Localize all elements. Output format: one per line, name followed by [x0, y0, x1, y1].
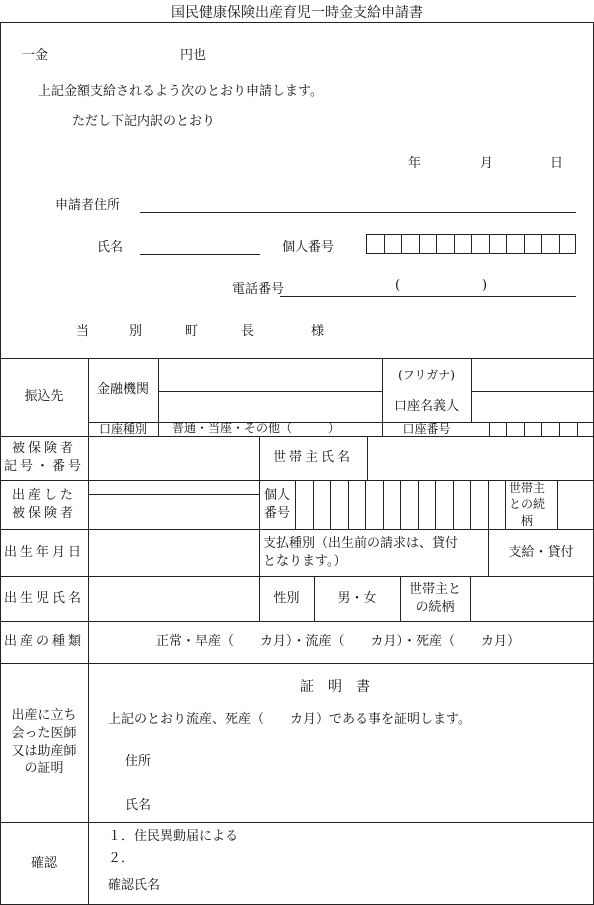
relationship-head-label: 世帯主と の続柄 [408, 581, 461, 615]
institution-field[interactable] [160, 360, 380, 390]
account-number-box-divider [489, 422, 490, 436]
birthdate-row-divider-1 [259, 529, 260, 576]
payment-type-options[interactable]: 支給・貸付 [508, 544, 574, 560]
insured-symbol-field[interactable] [90, 438, 258, 478]
certificate-statement: 上記のとおり流産、死産（ カ月）である事を証明します。 [108, 712, 471, 727]
certificate-name-field[interactable] [160, 792, 580, 812]
household-head-name-label: 世帯主氏名 [272, 450, 353, 466]
birthing-relationship-field[interactable] [559, 482, 593, 528]
relationship-head-field[interactable] [472, 578, 593, 619]
form-title: 国民健康保険出産育児一時金支給申請書 [171, 5, 423, 21]
certificate-side-label: 出産に立ち 会った医師 又は助産師 の証明 [11, 708, 77, 777]
confirmer-name-label: 確認氏名 [108, 878, 161, 893]
holder-furigana-field[interactable] [473, 360, 593, 390]
amount-prefix: 一金 [22, 48, 49, 63]
holder-label: 口座名義人 [393, 399, 459, 415]
personal-number-box-divider [489, 234, 490, 254]
addressee-2: 別 [129, 324, 143, 339]
birth-date-label: 出生年月日 [3, 544, 84, 560]
phone-label: 電話番号 [232, 282, 285, 297]
childname-row-divider-4 [470, 576, 471, 621]
account-number-box-divider [559, 422, 560, 436]
applicant-address-field[interactable] [140, 212, 576, 213]
birthing-insured-field[interactable] [90, 496, 258, 528]
insured-symbol-label: 被保険者 記号・番号 [3, 441, 84, 474]
furigana-label: (フリガナ) [398, 367, 455, 382]
birthing-relationship-label: 世帯主 との続 柄 [509, 481, 546, 528]
bank-furigana-rule [471, 391, 594, 392]
personal-number-box-divider [524, 234, 525, 254]
account-type-label: 口座種別 [98, 421, 147, 436]
phone-open-paren: ( [395, 278, 401, 293]
rule-delivery-bottom [0, 663, 594, 664]
delivery-type-options[interactable]: 正常・早産（ カ月）・流産（ カ月）・死産（ カ月） [156, 634, 521, 650]
child-name-field[interactable] [90, 578, 258, 619]
personal-number-label: 個人番号 [282, 240, 335, 255]
institution-label: 金融機関 [96, 382, 149, 398]
confirmer-name-field[interactable] [175, 872, 575, 892]
confirmation-item-2: ２． [108, 851, 135, 866]
birthing-insured-label: 出産した 被保険者 [11, 487, 76, 521]
bank-section-label: 振込先 [24, 389, 64, 405]
account-number-box-divider [577, 422, 578, 436]
date-day-label: 日 [550, 156, 564, 171]
account-number-box-divider [524, 422, 525, 436]
child-name-label: 出生児氏名 [3, 590, 84, 606]
phone-field[interactable] [280, 296, 576, 297]
account-number-label: 口座番号 [402, 421, 451, 436]
bank-inner-divider [158, 358, 159, 422]
table-top-rule [0, 358, 594, 359]
bank-holder-divider [471, 358, 472, 422]
personal-number-box-divider [454, 234, 455, 254]
account-number-box-divider [506, 422, 507, 436]
confirmation-label: 確認 [30, 855, 57, 871]
confirmation-item-1: １．住民異動届による [108, 829, 239, 844]
amount-suffix: 円也 [180, 48, 207, 63]
addressee-1: 当 [76, 324, 90, 339]
birthing-row-divider-2 [295, 480, 296, 529]
personal-number-box-divider [506, 234, 507, 254]
phone-close-paren: ) [482, 278, 488, 293]
addressee-5: 様 [311, 324, 325, 339]
personal-number-box-divider [471, 234, 472, 254]
label-column-divider [88, 358, 89, 905]
personal-number-box-divider [541, 234, 542, 254]
rule-certificate-bottom [0, 822, 594, 823]
personal-number-box-divider [559, 234, 560, 254]
certificate-heading: 証 明 書 [300, 679, 370, 695]
certificate-name-label: 氏名 [125, 798, 152, 813]
birthing-row-divider-4 [557, 480, 558, 529]
birthing-personal-number-field[interactable] [297, 482, 503, 528]
account-type-divider [158, 422, 159, 436]
amount-field[interactable] [90, 44, 175, 60]
addressee-3: 町 [185, 324, 199, 339]
personal-number-box-divider [384, 234, 385, 254]
date-year-label: 年 [408, 156, 422, 171]
personal-number-box-divider [419, 234, 420, 254]
certificate-address-field[interactable] [160, 748, 580, 768]
bank-institution-rule [158, 391, 382, 392]
personal-number-box-divider [436, 234, 437, 254]
certificate-address-label: 住所 [125, 754, 152, 769]
date-month-label: 月 [480, 156, 494, 171]
birthing-personal-label: 個人 番号 [263, 487, 290, 521]
gender-label: 性別 [273, 590, 300, 606]
payment-type-label: 支払種別（出生前の請求は、貸付 となります。） [263, 535, 459, 569]
applicant-address-label: 申請者住所 [55, 198, 121, 213]
account-number-box-divider [541, 422, 542, 436]
birthing-name-rule [88, 494, 259, 495]
gender-options[interactable]: 男・女 [337, 590, 377, 606]
personal-number-box-divider [401, 234, 402, 254]
applicant-name-field[interactable] [140, 254, 260, 255]
delivery-type-label: 出産の種類 [3, 634, 84, 650]
breakdown-note: ただし下記内訳のとおり [72, 114, 216, 129]
holder-name-field[interactable] [473, 393, 593, 421]
birth-date-field[interactable] [90, 531, 258, 574]
household-head-name-field[interactable] [369, 438, 593, 478]
request-statement: 上記金額支給されるよう次のとおり申請します。 [38, 84, 323, 99]
addressee-4: 長 [241, 324, 255, 339]
applicant-name-label: 氏名 [97, 240, 124, 255]
account-type-options[interactable]: 普通・当座・その他（ ） [172, 421, 341, 436]
insured-row-divider-2 [367, 436, 368, 480]
